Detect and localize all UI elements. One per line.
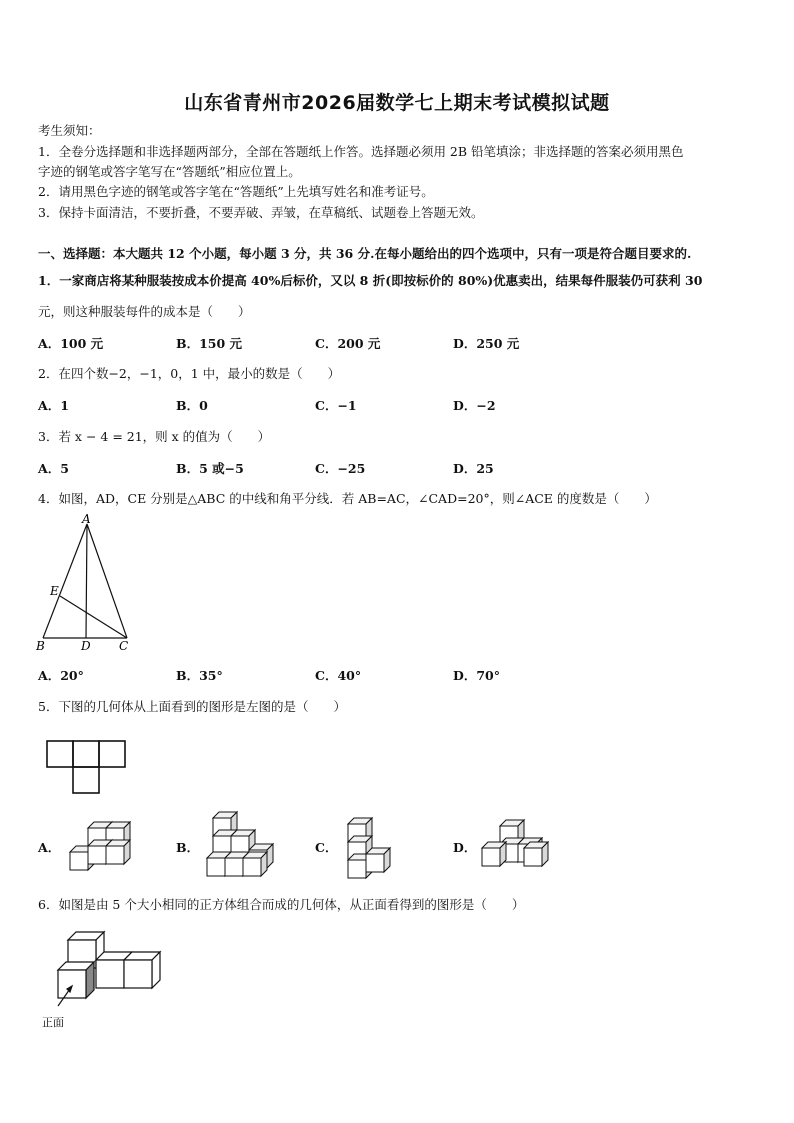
notice-item: 3．保持卡面清洁，不要折叠，不要弄破、弄皱，在草稿纸、试题卷上答题无效。 <box>38 205 484 220</box>
vertex-label-e: E <box>50 584 59 598</box>
q5-option-b: B． <box>176 840 200 855</box>
q4-option-d: D．70° <box>453 668 500 683</box>
q2-option-b: B．0 <box>176 398 208 413</box>
question-6-stem: 6．如图是由 5 个大小相同的正方体组合而成的几何体，从正面看得到的图形是（ ） <box>38 897 525 912</box>
q4-option-b: B．35° <box>176 668 223 683</box>
section-heading: 一、选择题：本大题共 12 个小题，每小题 3 分，共 36 分.在每小题给出的四个选项中，只有一项是符合题目要求的. <box>38 246 692 261</box>
q5-option-c: C． <box>315 840 338 855</box>
q5-option-d: D． <box>453 840 477 855</box>
five-cube-figure <box>40 926 160 1036</box>
cube <box>524 842 548 866</box>
q4-option-a: A．20° <box>38 668 84 683</box>
notice-item: 2．请用黑色字迹的钢笔或答字笔在“答题纸”上先填写姓名和准考证号。 <box>38 184 434 199</box>
q1-option-d: D．250 元 <box>453 336 520 351</box>
q2-option-a: A．1 <box>38 398 69 413</box>
q1-option-a: A．100 元 <box>38 336 104 351</box>
q2-option-d: D．−2 <box>453 398 496 413</box>
vertex-label-a: A <box>82 512 91 526</box>
vertex-label-c: C <box>119 639 129 653</box>
notice-item: 1．全卷分选择题和非选择题两部分，全部在答题纸上作答。选择题必须用 2B 铅笔填涂；非选择题的答案必须用黑色 <box>38 144 684 159</box>
q3-option-a: A．5 <box>38 461 69 476</box>
q3-option-b: B．5 或−5 <box>176 461 244 476</box>
solid-option-a <box>66 816 138 878</box>
q5-option-a: A． <box>38 840 61 855</box>
vertex-label-b: B <box>36 639 45 653</box>
notice-heading: 考生须知： <box>38 123 101 138</box>
q4-option-c: C．40° <box>315 668 362 683</box>
front-label: 正面 <box>42 1016 64 1029</box>
vertex-label-d: D <box>81 639 91 653</box>
q1-option-b: B．150 元 <box>176 336 243 351</box>
cube <box>106 840 130 864</box>
cube <box>366 848 390 872</box>
question-1-stem-cont: 元，则这种服装每件的成本是（ ） <box>38 304 251 319</box>
question-3-stem: 3．若 x − 4 = 21，则 x 的值为（ ） <box>38 429 271 444</box>
page-title: 山东省青州市2026届数学七上期末考试模拟试题 <box>184 92 610 114</box>
notice-item: 字迹的钢笔或答字笔写在“答题纸”相应位置上。 <box>38 164 301 179</box>
cube <box>243 852 267 876</box>
cube <box>482 842 506 866</box>
top-view-figure <box>46 740 128 794</box>
q3-option-d: D．25 <box>453 461 494 476</box>
solid-option-c <box>344 814 404 880</box>
solid-option-d <box>478 818 554 874</box>
question-1-stem: 1．一家商店将某种服装按成本价提高 40%后标价，又以 8 折(即按标价的 80%)优惠卖出，结果每件服装仍可获利 30 <box>38 273 703 288</box>
question-2-stem: 2．在四个数−2，−1，0，1 中，最小的数是（ ） <box>38 366 341 381</box>
q2-option-c: C．−1 <box>315 398 357 413</box>
q3-option-c: C．−25 <box>315 461 366 476</box>
triangle-figure <box>30 514 140 656</box>
solid-option-b <box>203 810 275 882</box>
question-4-stem: 4．如图，AD，CE 分别是△ABC 的中线和角平分线．若 AB=AC，∠CAD=20°，则∠ACE 的度数是（ ） <box>38 491 657 506</box>
q1-option-c: C．200 元 <box>315 336 381 351</box>
question-5-stem: 5．下图的几何体从上面看到的图形是左图的是（ ） <box>38 699 346 714</box>
